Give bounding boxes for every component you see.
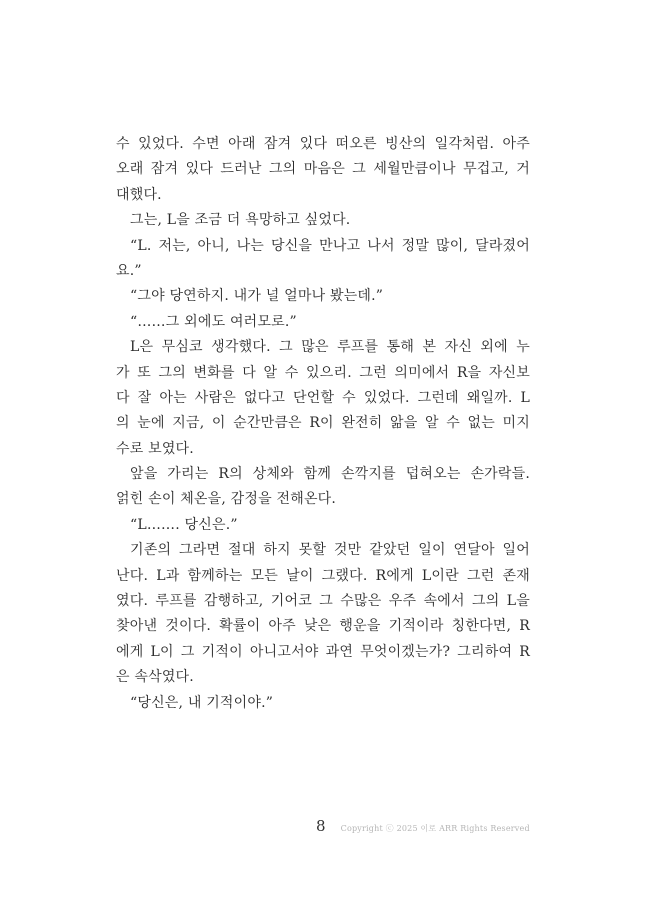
body-text (116, 132, 530, 716)
text-line: 찾아낸 것이다. 확률이 아주 낮은 행운을 기적이라 칭한다면, R (116, 618, 530, 635)
text-line: “그야 당연하지. 내가 널 얼마나 봤는데.” (130, 288, 384, 305)
text-line: 기존의 그라면 절대 하지 못할 것만 같았던 일이 연달아 일어 (130, 542, 530, 559)
text-line: “……그 외에도 여러모로.” (130, 313, 297, 330)
text-line: 에게 L이 그 기적이 아니고서야 과연 무엇이겠는가? 그리하여 R (116, 643, 530, 660)
page-footer (316, 816, 530, 835)
text-line: 수 있었다. 수면 아래 잠겨 있다 떠오른 빙산의 일각처럼. 아주 (116, 136, 530, 152)
text-line: 오래 잠겨 있다 드러난 그의 마음은 그 세월만큼이나 무겁고, 거 (116, 161, 530, 178)
copyright-notice: Copyright ⓒ 2025 이로 ARR Rights Reserved (340, 824, 530, 833)
text-line: L은 무심코 생각했다. 그 많은 루프를 통해 본 자신 외에 누 (130, 339, 530, 356)
text-line: 의 눈에 지금, 이 순간만큼은 R이 완전히 앎을 알 수 없는 미지 (116, 415, 530, 432)
text-line: 앞을 가리는 R의 상체와 함께 손깍지를 덥혀오는 손가락들. (130, 466, 530, 483)
text-line: 그는, L을 조금 더 욕망하고 싶었다. (130, 212, 351, 229)
text-line: 수로 보였다. (116, 440, 194, 457)
page-number: 8 (316, 817, 326, 835)
text-line: 였다. 루프를 감행하고, 기어코 그 수많은 우주 속에서 그의 L을 (116, 593, 530, 610)
text-line: 대했다. (116, 186, 162, 203)
text-line: 얽힌 손이 체온을, 감정을 전해온다. (116, 491, 337, 508)
text-line: 다 잘 아는 사람은 없다고 단언할 수 있었다. 그런데 왜일까. L (116, 389, 530, 406)
text-line: 가 또 그의 변화를 다 알 수 있으리. 그런 의미에서 R을 자신보 (116, 364, 530, 381)
text-line: 은 속삭였다. (116, 669, 194, 686)
text-line: “L. 저는, 아니, 나는 당신을 만나고 나서 정말 많이, 달라졌어 (130, 237, 530, 254)
text-line: 요.” (116, 262, 142, 279)
text-line: 난다. L과 함께하는 모든 날이 그랬다. R에게 L이란 그런 존재 (116, 567, 530, 584)
text-line: “당신은, 내 기적이야.” (130, 694, 274, 711)
text-line: “L……. 당신은.” (130, 516, 238, 533)
